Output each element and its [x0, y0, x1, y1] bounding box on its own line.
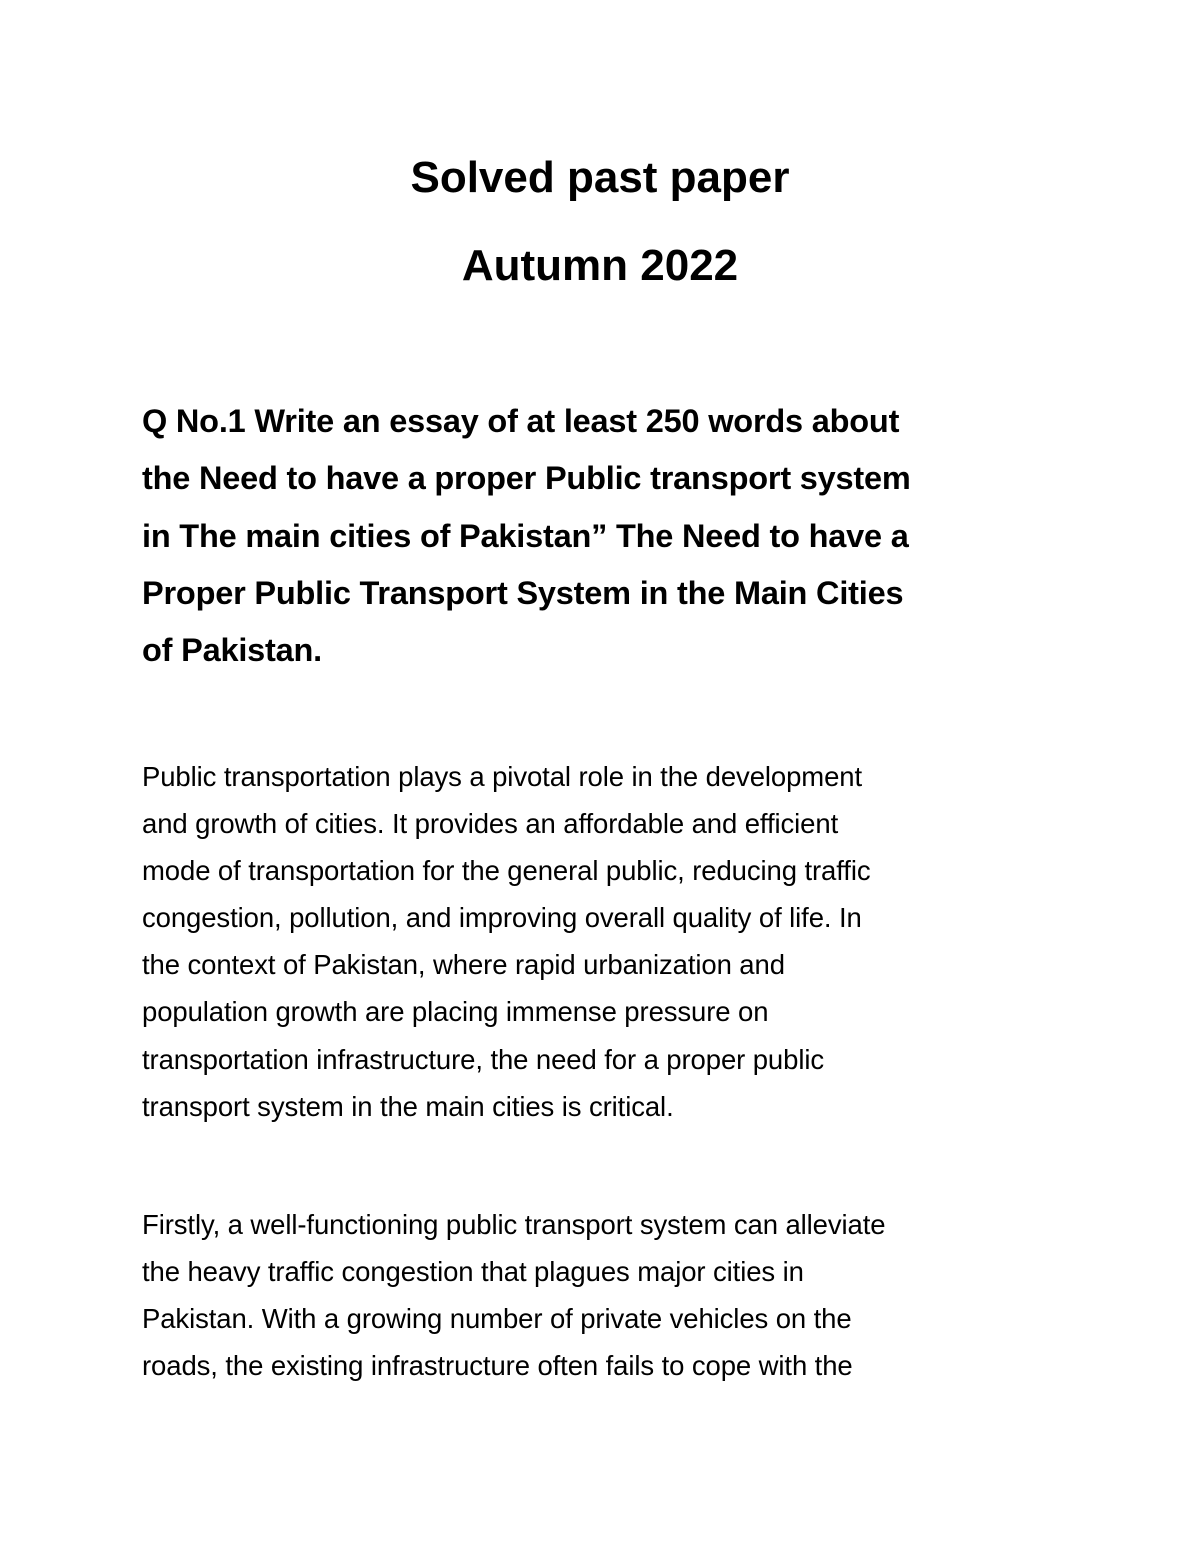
paragraph-line: population growth are placing immense pressure on — [142, 996, 769, 1028]
question-line: of Pakistan. — [142, 632, 323, 669]
paragraph-line: Public transportation plays a pivotal role in the development — [142, 761, 863, 792]
page-subtitle: Autumn 2022 — [461, 241, 739, 290]
paragraph-line: mode of transportation for the general public, reducing traffic — [142, 855, 871, 887]
paragraph-line: Pakistan. With a growing number of private vehicles on the — [142, 1303, 852, 1335]
paragraph-line: transport system in the main cities is critical. — [142, 1090, 674, 1122]
page-title: Solved past paper — [410, 153, 790, 202]
paragraph-line: the context of Pakistan, where rapid urbanization and — [142, 949, 785, 981]
paragraph-line: the heavy traffic congestion that plagues major cities in — [142, 1256, 804, 1288]
paragraph-line: Firstly, a well-functioning public transport system can alleviate — [142, 1209, 886, 1240]
question-line: Q No.1 Write an essay of at least 250 words about — [142, 403, 900, 439]
question-line: the Need to have a proper Public transport system — [142, 460, 911, 497]
paragraph-line: congestion, pollution, and improving overall quality of life. In — [142, 902, 862, 934]
paragraph-line: and growth of cities. It provides an affordable and efficient — [142, 808, 839, 840]
paragraph-line: transportation infrastructure, the need for a proper public — [142, 1043, 824, 1075]
question-line: Proper Public Transport System in the Main Cities — [142, 574, 904, 611]
question-heading — [142, 393, 1062, 679]
question-line: in The main cities of Pakistan” The Need to have a — [142, 517, 909, 554]
body-paragraph-1 — [142, 753, 1062, 1130]
body-paragraph-2 — [142, 1201, 1062, 1389]
paragraph-line: roads, the existing infrastructure often fails to cope with the — [142, 1350, 853, 1382]
